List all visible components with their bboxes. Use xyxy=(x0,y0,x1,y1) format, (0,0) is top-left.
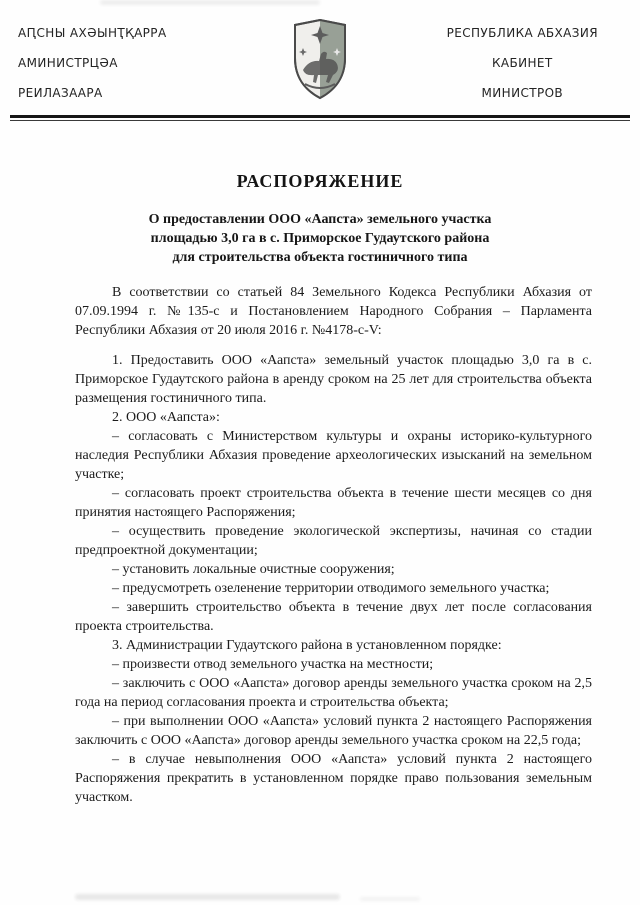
divider-thick-line xyxy=(10,115,630,118)
body-paragraph: 2. ООО «Аапста»: xyxy=(112,410,220,425)
letterhead xyxy=(0,16,640,114)
document-subtitle xyxy=(0,210,640,267)
body-paragraph: 1. Предоставить ООО «Аапста» земельный участок площадью 3,0 га в с. Приморское Гудаутского района в аренду сроком на 25 лет для строительства объекта размещения гостиничного типа. xyxy=(75,353,592,406)
letterhead-line: МИНИСТРОВ xyxy=(481,86,564,100)
scan-artifact xyxy=(360,897,420,901)
letterhead-line: РЕИЛАЗААРА xyxy=(18,86,103,100)
subtitle-line: для строительства объекта гостиничного типа xyxy=(172,250,468,265)
letterhead-line: АԤСНЫ АХӘЫНҬҚАРРА xyxy=(18,26,167,40)
body-paragraph: – предусмотреть озеленение территории отводимого земельного участка; xyxy=(112,581,550,596)
document-paragraphs xyxy=(75,283,592,807)
scan-artifact xyxy=(75,894,340,900)
scan-artifact xyxy=(100,0,320,5)
body-paragraph: – завершить строительство объекта в течение двух лет после согласования проекта строительства. xyxy=(75,600,592,634)
subtitle-line: О предоставлении ООО «Аапста» земельного участка xyxy=(148,212,492,227)
letterhead-line: АМИНИСТРЦӘА xyxy=(18,56,118,70)
letterhead-line: РЕСПУБЛИКА АБХАЗИЯ xyxy=(446,26,598,40)
body-paragraph: – произвести отвод земельного участка на местности; xyxy=(112,657,434,672)
body-paragraph: В соответствии со статьей 84 Земельного Кодекса Республики Абхазия от 07.09.1994 г. №135-с и Постановлением Народного Собрания – Парламента Республики Абхазия от 20 июля 2016 г. №4178-с-V: xyxy=(75,285,592,338)
coat-of-arms xyxy=(291,18,349,109)
document-title: РАСПОРЯЖЕНИЕ xyxy=(236,171,404,191)
letterhead-russian-block xyxy=(447,18,598,108)
abkhazia-coat-of-arms-icon xyxy=(291,18,349,106)
document-content xyxy=(0,121,640,807)
body-paragraph: – заключить с ООО «Аапста» договор аренды земельного участка сроком на 2,5 года на период согласования проекта и строительства объекта; xyxy=(75,676,592,710)
body-paragraph: – в случае невыполнения ООО «Аапста» условий пункта 2 настоящего Распоряжения прекратить в установленном порядке право пользования земельным участком. xyxy=(75,752,592,805)
body-paragraph: – осуществить проведение экологической экспертизы, начиная со стадии предпроектной документации; xyxy=(75,524,592,558)
body-paragraph: 3. Администрации Гудаутского района в установленном порядке: xyxy=(112,638,502,653)
body-paragraph: – установить локальные очистные сооружения; xyxy=(112,562,395,577)
body-paragraph: – согласовать с Министерством культуры и охраны историко-культурного наследия Республики Абхазия проведение археологических изысканий на земельном участке; xyxy=(75,429,592,482)
subtitle-line: площадью 3,0 га в с. Приморское Гудаутского района xyxy=(150,231,490,246)
body-paragraph: – при выполнении ООО «Аапста» условий пункта 2 настоящего Распоряжения заключить с ООО «Аапста» договор аренды земельного участка сроком на 22,5 года; xyxy=(75,714,592,748)
body-paragraph: – согласовать проект строительства объекта в течение шести месяцев со дня принятия настоящего Распоряжения; xyxy=(75,486,592,520)
letterhead-line: КАБИНЕТ xyxy=(491,56,553,70)
letterhead-abkhaz-block xyxy=(18,18,167,108)
